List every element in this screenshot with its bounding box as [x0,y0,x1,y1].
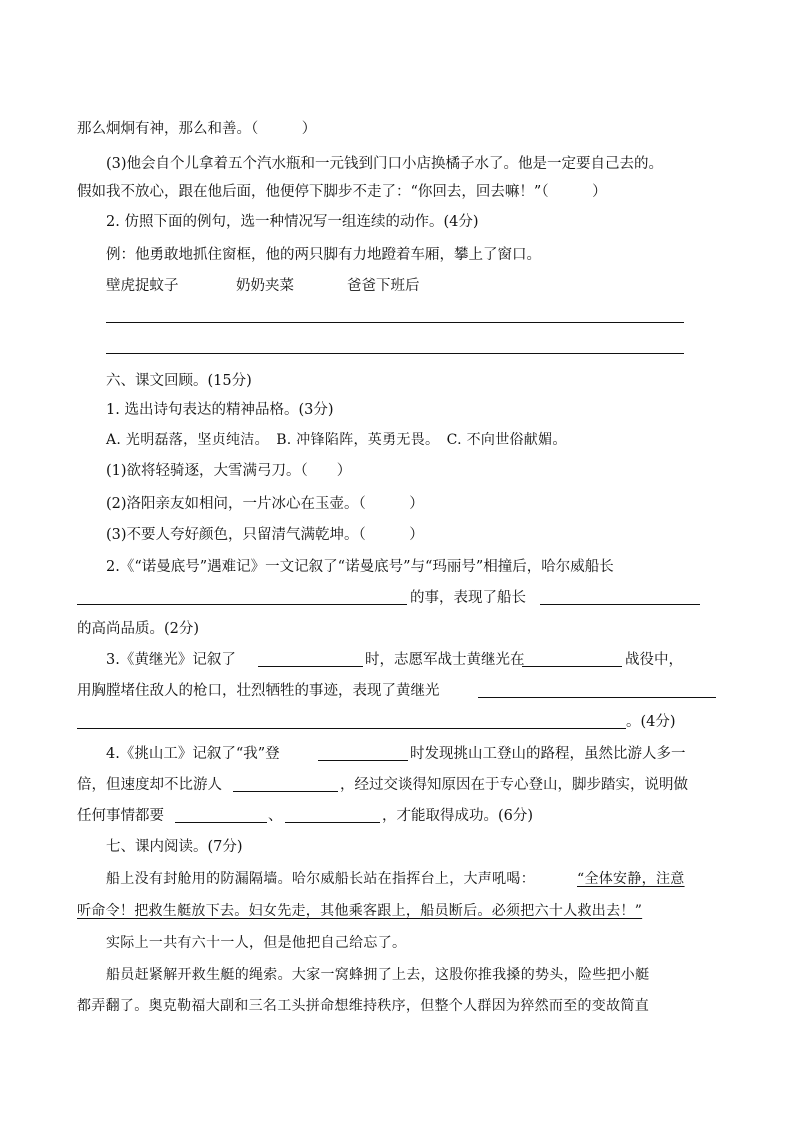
fill-blank [258,666,363,667]
underlined-quote: 听命令！把救生艇放下去。妇女先走，其他乘客跟上，船员断后。必须把六十人救出去！” [77,903,643,919]
reading-text: 船员赶紧解开救生艇的绳索。大家一窝蜂拥了上去，这股你推我搡的势头，险些把小艇 [106,967,650,983]
question-prompt: 2. 仿照下面的例句，选一种情况写一组连续的动作。(4分) [106,214,479,230]
question-text: 4.《挑山工》记叙了“我”登 [106,746,280,762]
text-line: 那么炯炯有神，那么和善。（ ） [77,121,317,137]
question-prompt: 1. 选出诗句表达的精神品格。(3分) [106,402,334,418]
fill-blank [318,760,408,761]
question-text: 战役中， [625,652,683,668]
answer-line [106,353,684,354]
fill-blank [77,728,626,729]
question-text: 的高尚品质。(2分) [77,621,200,637]
question-text: 、 [268,808,283,824]
option-2: 奶奶夹菜 [236,278,294,294]
reading-text: 船上没有封舱用的防漏隔墙。哈尔威船长站在指挥台上，大声吼喝： [106,871,535,887]
section-heading: 六、课文回顾。(15分) [106,373,252,389]
option-1: 壁虎捉蚊子 [106,278,179,294]
question-text: 倍，但速度却不比游人 [77,777,222,793]
section-heading: 七、课内阅读。(7分) [106,839,243,855]
answer-line [106,322,684,323]
question-text: ，经过交谈得知原因在于专心登山，脚步踏实，说明做 [340,777,688,793]
fill-blank [233,791,338,792]
reading-text: 实际上一共有六十一人，但是他把自己给忘了。 [106,935,407,951]
reading-text: 都弄翻了。奥克勒福大副和三名工头拼命想维持秩序，但整个人群因为猝然而至的变故简直 [77,998,649,1014]
question-text: 3.《黄继光》记叙了 [106,652,236,668]
fill-blank [478,697,716,698]
question-text: 时发现挑山工登山的路程，虽然比游人多一 [410,746,686,762]
poem-item: (3)不要人夸好颜色，只留清气满乾坤。（ ） [106,527,424,543]
question-text: 2.《“诺曼底号”遇难记》一文记叙了“诺曼底号”与“玛丽号”相撞后，哈尔威船长 [106,559,614,575]
fill-blank [522,666,622,667]
example-sentence: 例：他勇敢地抓住窗框，他的两只脚有力地蹬着车厢，攀上了窗口。 [106,247,541,263]
option-3: 爸爸下班后 [347,278,420,294]
fill-blank [77,604,407,605]
question-text: 。(4分) [626,714,676,730]
choices: A. 光明磊落，坚贞纯洁。 B. 冲锋陷阵，英勇无畏。 C. 不向世俗献媚。 [106,432,567,448]
fill-blank [285,822,380,823]
question-text: 的事，表现了船长 [410,590,526,606]
question-text: 用胸膛堵住敌人的枪口，壮烈牺牲的事迹，表现了黄继光 [77,683,440,699]
poem-item: (2)洛阳亲友如相问，一片冰心在玉壶。（ ） [106,496,424,512]
text-line: (3)他会自个儿拿着五个汽水瓶和一元钱到门口小店换橘子水了。他是一定要自己去的。 [106,156,664,172]
underlined-quote: “全体安静，注意 [577,871,685,887]
poem-item: (1)欲将轻骑逐，大雪满弓刀。（ ） [106,463,352,479]
question-text: ，才能取得成功。(6分) [382,808,534,824]
question-text: 时，志愿军战士黄继光在 [365,652,525,668]
fill-blank [175,822,267,823]
question-text: 任何事情都要 [77,808,164,824]
fill-blank [540,604,700,605]
text-line: 假如我不放心，跟在他后面，他便停下脚步不走了：“你回去，回去嘛！”（ ） [77,184,607,200]
